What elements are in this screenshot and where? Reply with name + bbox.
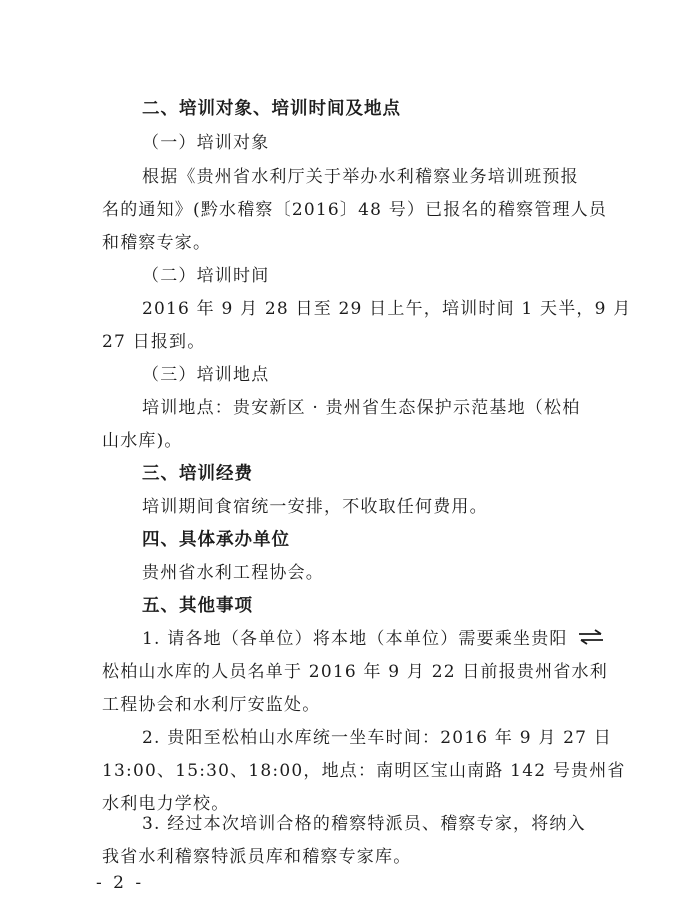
paragraph-line: 工程协会和水利厅安监处。	[102, 695, 321, 715]
section-2-heading: 二、培训对象、培训时间及地点	[142, 99, 401, 119]
paragraph-line: 名的通知》(黔水稽察〔2016〕48 号）已报名的稽察管理人员	[102, 200, 608, 220]
paragraph-line: 松柏山水库的人员名单于 2016 年 9 月 22 日前报贵州省水利	[102, 662, 608, 682]
section-2-sub1-label: （一）培训对象	[142, 133, 270, 153]
paragraph-line: 根据《贵州省水利厅关于举办水利稽察业务培训班预报	[142, 167, 579, 187]
paragraph-line: 贵州省水利工程协会。	[142, 563, 324, 583]
paragraph-line: 山水库)。	[102, 431, 183, 451]
paragraph-line: 培训期间食宿统一安排，不收取任何费用。	[142, 497, 488, 517]
paragraph-line: 27 日报到。	[102, 332, 206, 352]
paragraph-line: 13:00、15:30、18:00，地点：南明区宝山南路 142 号贵州省	[102, 761, 626, 781]
paragraph-line: 2016 年 9 月 28 日至 29 日上午，培训时间 1 天半，9 月	[142, 299, 632, 319]
section-4-heading: 四、具体承办单位	[142, 530, 290, 550]
paragraph-line: 3. 经过本次培训合格的稽察特派员、稽察专家，将纳入	[142, 814, 586, 834]
page-number: - 2 -	[96, 873, 145, 893]
paragraph-line: 和稽察专家。	[102, 233, 212, 253]
section-2-sub3-label: （三）培训地点	[142, 365, 270, 385]
section-5-heading: 五、其他事项	[142, 596, 253, 616]
paragraph-line: 我省水利稽察特派员库和稽察专家库。	[102, 847, 412, 867]
section-2-sub2-label: （二）培训时间	[142, 266, 270, 286]
round-trip-arrows-icon	[578, 629, 604, 651]
section-3-heading: 三、培训经费	[142, 464, 253, 484]
paragraph-line-with-icon	[142, 628, 604, 651]
paragraph-line: 水利电力学校。	[102, 794, 230, 814]
paragraph-line: 1. 请各地（各单位）将本地（本单位）需要乘坐贵阳	[142, 629, 568, 649]
paragraph-line: 培训地点：贵安新区 · 贵州省生态保护示范基地（松柏	[142, 398, 581, 418]
paragraph-line: 2. 贵阳至松柏山水库统一坐车时间：2016 年 9 月 27 日	[142, 728, 612, 748]
